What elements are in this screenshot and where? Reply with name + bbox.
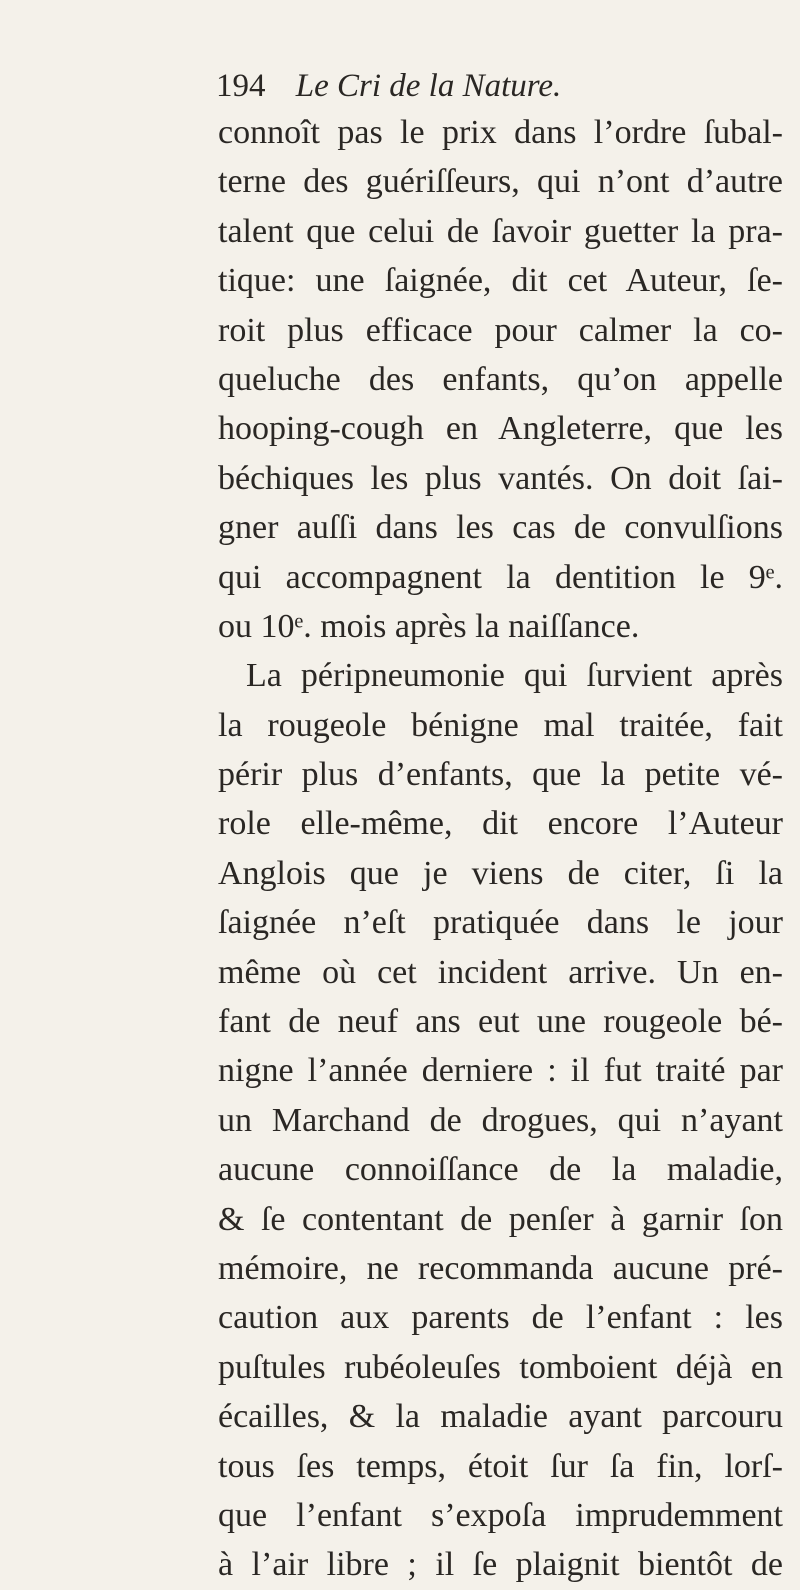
- text-line: roit plus efficace pour calmer la co-: [218, 311, 783, 349]
- text-line: écailles, & la maladie ayant parcouru: [218, 1398, 783, 1436]
- text-line: fant de neuf ans eut une rougeole bé-: [218, 1003, 783, 1041]
- text-line: béchiques les plus vantés. On doit ſai-: [218, 459, 783, 497]
- text-line: talent que celui de ſavoir guetter la pra-: [218, 212, 783, 250]
- text-line: role elle-même, dit encore l’Auteur: [218, 805, 783, 843]
- text-line: Anglois que je viens de citer, ſi la: [218, 854, 783, 892]
- running-title: Le Cri de la Nature.: [295, 68, 562, 104]
- text-line: aucune connoiſſance de la maladie,: [218, 1151, 783, 1189]
- text-line: la rougeole bénigne mal traitée, fait: [218, 706, 783, 744]
- body-text: [218, 108, 783, 1590]
- text-line: queluche des enfants, qu’on appelle: [218, 360, 783, 398]
- text-line: hooping-cough en Angleterre, que les: [218, 410, 783, 448]
- text-line: mémoire, ne recommanda aucune pré-: [218, 1249, 783, 1287]
- text-line: un Marchand de drogues, qui n’ayant: [218, 1101, 783, 1139]
- page-header: [216, 66, 676, 106]
- text-line: que l’enfant s’expoſa imprudemment: [218, 1496, 783, 1534]
- page-number: 194: [216, 68, 266, 104]
- text-line: nigne l’année derniere : il fut traité par: [218, 1052, 783, 1090]
- text-line: ſaignée n’eſt pratiquée dans le jour: [218, 904, 783, 942]
- text-line: à l’air libre ; il ſe plaignit bientôt de: [218, 1546, 783, 1584]
- text-line: La péripneumonie qui ſurvient après: [246, 657, 783, 695]
- text-line: terne des guériſſeurs, qui n’ont d’autre: [218, 163, 783, 201]
- text-line: puſtules rubéoleuſes tomboient déjà en: [218, 1348, 783, 1386]
- text-line: gner auſſi dans les cas de convulſions: [218, 509, 783, 547]
- text-line: & ſe contentant de penſer à garnir ſon: [218, 1200, 783, 1238]
- text-line: tique: une ſaignée, dit cet Auteur, ſe-: [218, 262, 783, 300]
- text-line: connoît pas le prix dans l’ordre ſubal-: [218, 114, 783, 151]
- text-line: caution aux parents de l’enfant : les: [218, 1299, 783, 1337]
- text-line: périr plus d’enfants, que la petite vé-: [218, 756, 783, 794]
- text-line: qui accompagnent la dentition le 9ᵉ.: [218, 558, 783, 596]
- text-line: ou 10ᵉ. mois après la naiſſance.: [218, 607, 640, 645]
- text-line: tous ſes temps, étoit ſur ſa fin, lorſ-: [218, 1447, 783, 1485]
- text-line: même où cet incident arrive. Un en-: [218, 953, 783, 991]
